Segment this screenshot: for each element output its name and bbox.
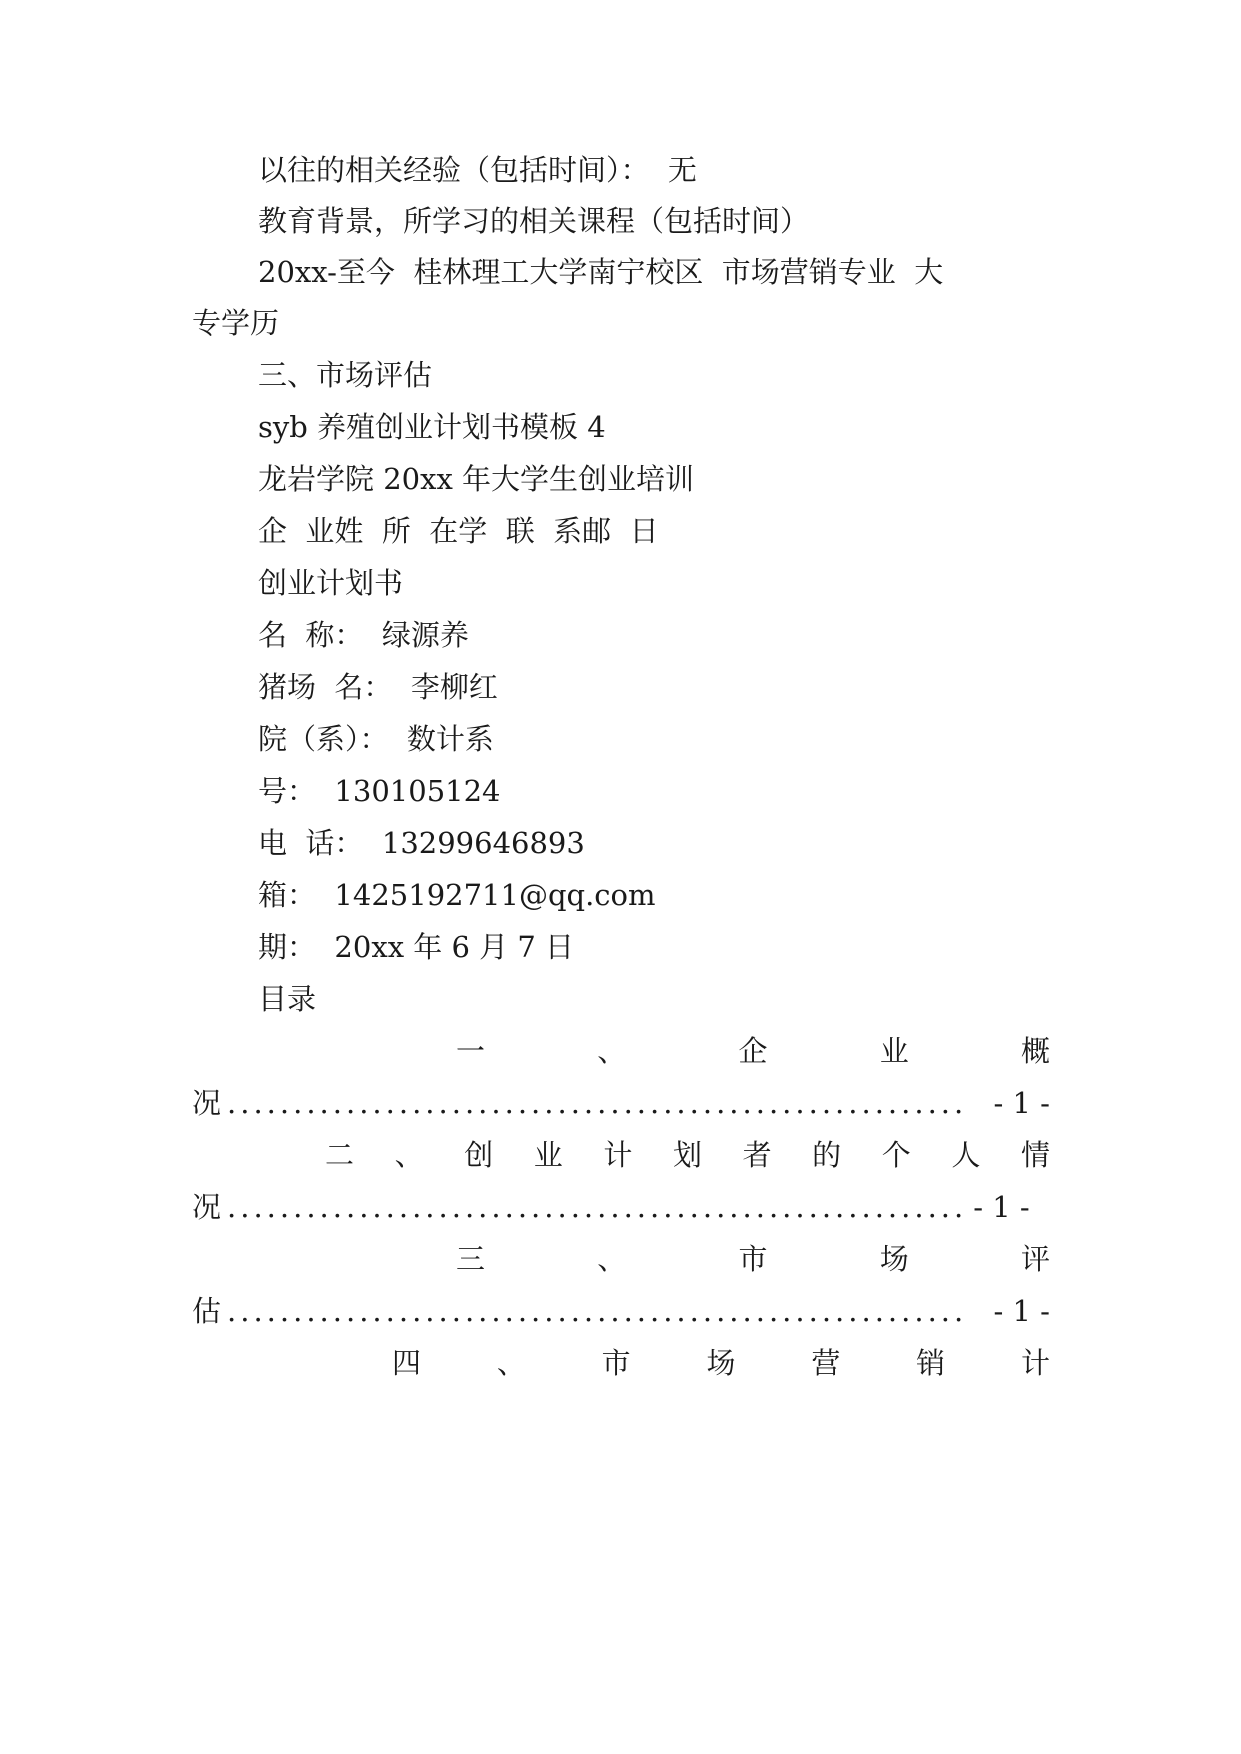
date-row: 期： 20xx 年 6 月 7 日 xyxy=(258,930,575,964)
field-heads-line: 企 业姓 所 在学 联 系邮 日 xyxy=(258,514,659,548)
toc-entry-3-leader xyxy=(192,1291,1050,1331)
toc-entry-2-heading xyxy=(325,1135,1050,1175)
experience-line: 以往的相关经验（包括时间）： 无 xyxy=(258,153,697,187)
toc-char: 、 xyxy=(394,1138,424,1172)
toc-char: 一 xyxy=(456,1034,486,1068)
toc-char: 二 xyxy=(325,1138,355,1172)
toc-char: 三 xyxy=(456,1242,486,1276)
toc-title: 目录 xyxy=(258,982,317,1016)
toc-char: 、 xyxy=(597,1034,627,1068)
toc-entry-4-heading xyxy=(392,1343,1050,1383)
toc-tail: 况 xyxy=(192,1086,222,1120)
toc-char: 个 xyxy=(881,1138,911,1172)
toc-dots: ........................................................ xyxy=(227,1190,968,1224)
plan-title: 创业计划书 xyxy=(258,566,404,600)
toc-char: 概 xyxy=(1020,1034,1050,1068)
toc-tail: 况 xyxy=(192,1190,222,1224)
toc-char: 、 xyxy=(597,1242,627,1276)
toc-char: 场 xyxy=(879,1242,909,1276)
toc-entry-2-leader xyxy=(192,1187,1030,1227)
toc-char: 市 xyxy=(601,1346,631,1380)
toc-char: 场 xyxy=(706,1346,736,1380)
toc-char: 企 xyxy=(738,1034,768,1068)
toc-char: 计 xyxy=(1020,1346,1050,1380)
toc-char: 创 xyxy=(464,1138,494,1172)
toc-char: 业 xyxy=(879,1034,909,1068)
toc-char: 计 xyxy=(603,1138,633,1172)
toc-char: 评 xyxy=(1020,1242,1050,1276)
toc-char: 销 xyxy=(916,1346,946,1380)
toc-char: 四 xyxy=(392,1346,422,1380)
toc-char: 者 xyxy=(742,1138,772,1172)
toc-page-number: - 1 - xyxy=(973,1190,1030,1224)
toc-char: 的 xyxy=(812,1138,842,1172)
phone-row: 电 话： 13299646893 xyxy=(258,826,585,860)
training-title: 龙岩学院 20xx 年大学生创业培训 xyxy=(258,462,695,496)
department-row: 院（系）： 数计系 xyxy=(258,722,494,756)
toc-dots: ........................................................ xyxy=(227,1294,968,1328)
toc-char: 划 xyxy=(672,1138,702,1172)
toc-entry-3-heading xyxy=(456,1239,1050,1279)
education-heading: 教育背景，所学习的相关课程（包括时间） xyxy=(258,204,810,238)
toc-char: 营 xyxy=(811,1346,841,1380)
student-number-row: 号： 130105124 xyxy=(258,774,501,808)
toc-page-number: - 1 - xyxy=(993,1294,1050,1328)
toc-tail: 估 xyxy=(192,1294,222,1328)
email-row: 箱： 1425192711@qq.com xyxy=(258,878,656,912)
toc-entry-1-leader xyxy=(192,1083,1050,1123)
toc-entry-1-heading xyxy=(456,1031,1050,1071)
toc-char: 市 xyxy=(738,1242,768,1276)
education-line-2: 专学历 xyxy=(192,306,280,340)
template-title: syb 养殖创业计划书模板 4 xyxy=(258,410,606,444)
farm-row: 猪场 名： 李柳红 xyxy=(258,670,498,704)
toc-page-number: - 1 - xyxy=(993,1086,1050,1120)
section-heading-market: 三、市场评估 xyxy=(258,358,433,392)
toc-char: 业 xyxy=(533,1138,563,1172)
toc-char: 、 xyxy=(496,1346,526,1380)
toc-char: 情 xyxy=(1020,1138,1050,1172)
name-row: 名 称： 绿源养 xyxy=(258,618,469,652)
education-line-1: 20xx-至今 桂林理工大学南宁校区 市场营销专业 大 xyxy=(258,255,944,289)
toc-dots: ........................................................ xyxy=(227,1086,968,1120)
toc-char: 人 xyxy=(951,1138,981,1172)
